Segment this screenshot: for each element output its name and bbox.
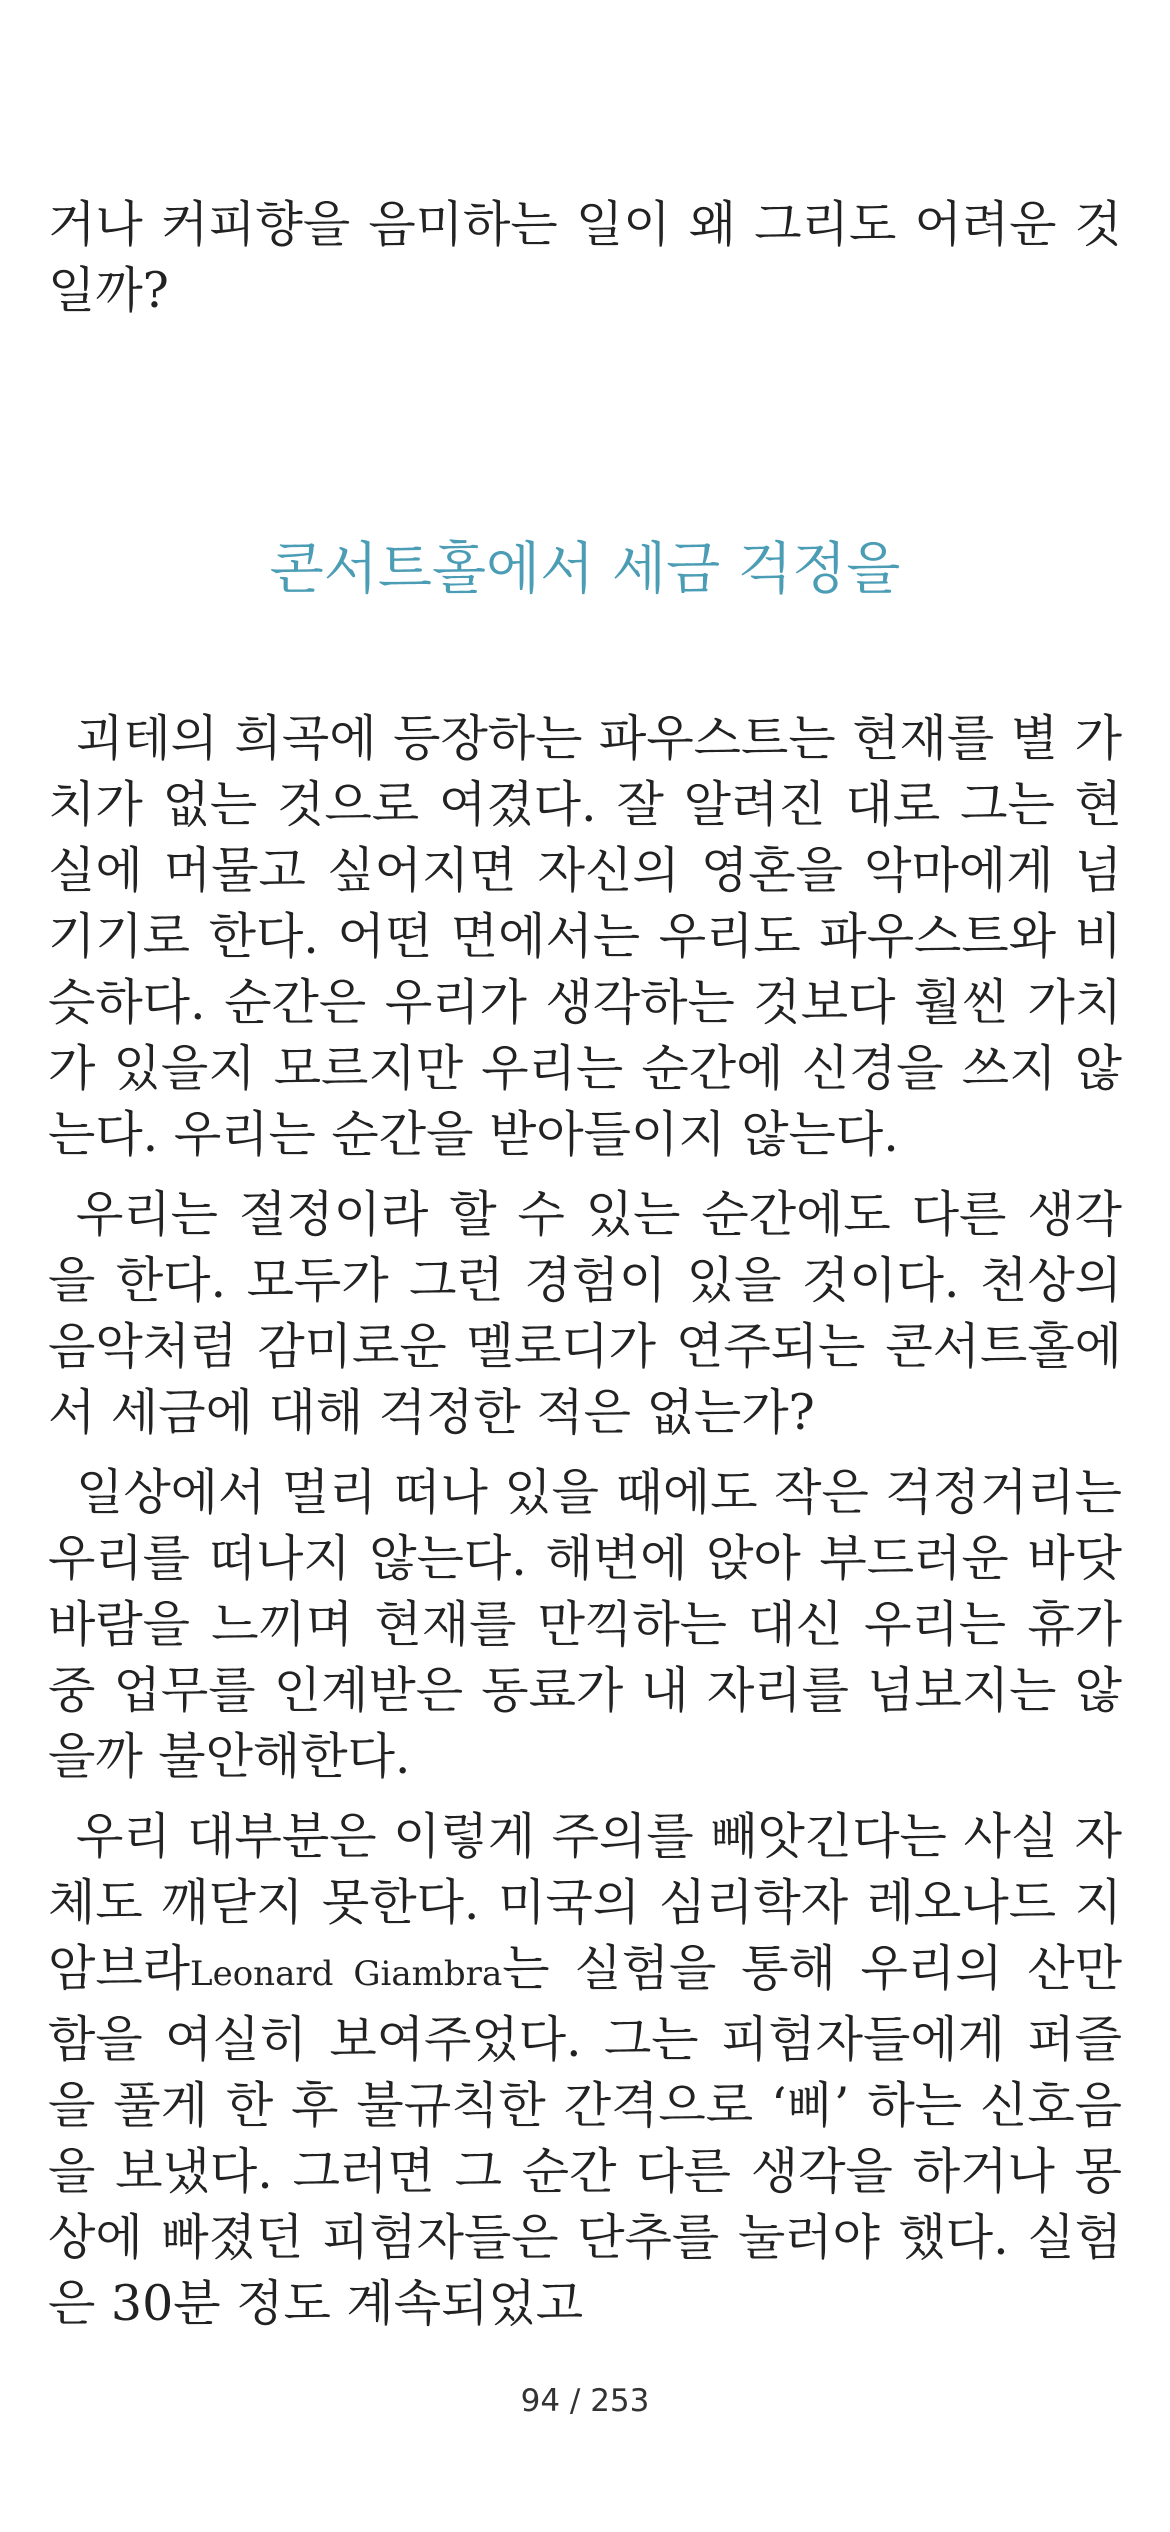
latin-name: Leonard Giambra <box>190 1954 503 1994</box>
paragraph: 괴테의 희곡에 등장하는 파우스트는 현재를 별 가치가 없는 것으로 여겼다. 잘 알려진 대로 그는 현실에 머물고 싶어지면 자신의 영혼을 악마에게 넘기기로 한다. 어떤 면에서는 우리도 파우스트와 비슷하다. 순간은 우리가 생각하는 것보다 훨씬 가치가 있을지 모르지만 우리는 순간에 신경을 쓰지 않는다. 우리는 순간을 받아들이지 않는다. <box>48 710 1122 1163</box>
paragraph: 일상에서 멀리 떠나 있을 때에도 작은 걱정거리는 우리를 떠나지 않는다. 해변에 앉아 부드러운 바닷바람을 느끼며 현재를 만끽하는 대신 우리는 휴가 중 업무를 인계받은 동료가 내 자리를 넘보지는 않을까 불안해한다. <box>48 1464 1122 1785</box>
continued-paragraph: 거나 커피향을 음미하는 일이 왜 그리도 어려운 것일까? <box>48 196 1122 319</box>
paragraph <box>48 1804 1122 2337</box>
section-body <box>48 706 1122 2351</box>
paragraph: 우리는 절정이라 할 수 있는 순간에도 다른 생각을 한다. 모두가 그런 경험이 있을 것이다. 천상의 음악처럼 감미로운 멜로디가 연주되는 콘서트홀에서 세금에 대해 걱정한 적은 없는가? <box>48 1186 1122 1441</box>
paragraph-text: 우리 대부분은 이렇게 주의를 빼앗긴다는 사실 자체도 깨닫지 못한다. 미국의 심리학자 레오나드 지암브라 <box>48 1808 1122 1997</box>
section-heading: 콘서트홀에서 세금 걱정을 <box>269 537 901 602</box>
page-indicator: 94 / 253 <box>520 2383 650 2419</box>
paragraph-text: 는 실험을 통해 우리의 산만함을 여실히 보여주었다. 그는 피험자들에게 퍼즐을 풀게 한 후 불규칙한 간격으로 ‘삐’ 하는 신호음을 보냈다. 그러면 그 순간 다른 생각을 하거나 몽상에 빠졌던 피험자들은 단추를 눌러야 했다. 실험은 30분 정도 계속되었고 <box>48 1940 1122 2332</box>
